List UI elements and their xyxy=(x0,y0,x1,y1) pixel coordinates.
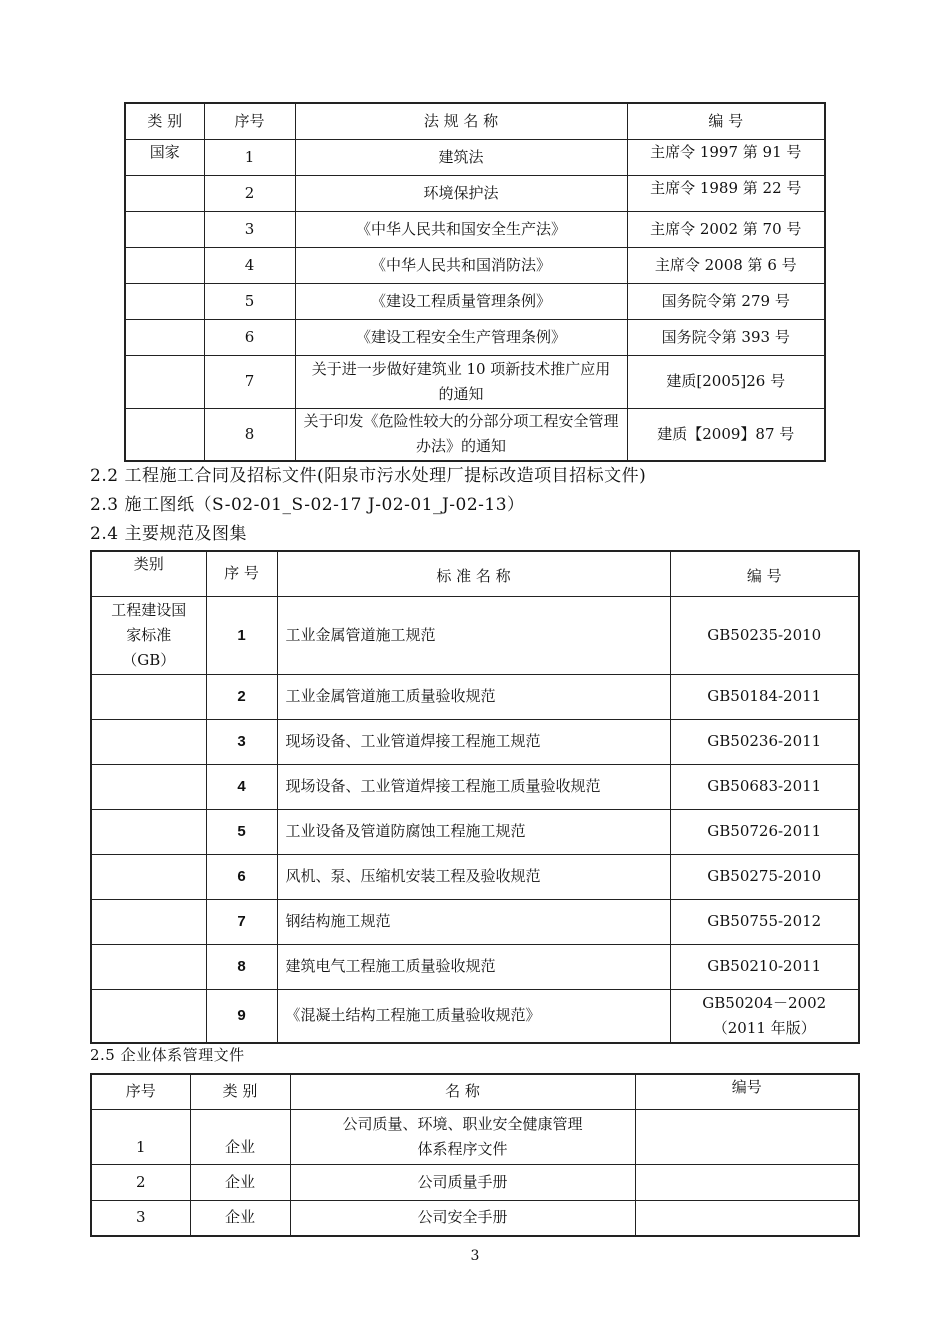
cell-category xyxy=(91,764,206,809)
table-row xyxy=(125,211,825,247)
header-category: 类别 xyxy=(91,551,206,596)
table-header-row xyxy=(125,103,825,139)
cell-category xyxy=(91,674,206,719)
cell-code: GB50235-2010 xyxy=(670,596,859,674)
table-header-row xyxy=(91,1074,859,1109)
cell-category xyxy=(125,355,204,408)
cell-code: 国务院令第 393 号 xyxy=(627,319,825,355)
cell-name: 工业设备及管道防腐蚀工程施工规范 xyxy=(277,809,670,854)
cell-category xyxy=(91,944,206,989)
cell-name: 《中华人民共和国消防法》 xyxy=(295,247,627,283)
cell-code: 建质[2005]26 号 xyxy=(627,355,825,408)
cell-category: 工程建设国家标准（GB） xyxy=(91,596,206,674)
header-name: 标 准 名 称 xyxy=(277,551,670,596)
cell-number: 5 xyxy=(206,809,277,854)
cell-name: 《混凝土结构工程施工质量验收规范》 xyxy=(277,989,670,1043)
cell-name: 《建设工程安全生产管理条例》 xyxy=(295,319,627,355)
cell-name: 公司安全手册 xyxy=(290,1200,635,1236)
cell-category xyxy=(91,989,206,1043)
table-row xyxy=(91,989,859,1043)
table-row xyxy=(125,139,825,175)
table-row xyxy=(91,899,859,944)
table-row xyxy=(91,719,859,764)
cell-code: GB50726-2011 xyxy=(670,809,859,854)
cell-category: 企业 xyxy=(190,1109,290,1164)
cell-code: GB50210-2011 xyxy=(670,944,859,989)
header-code: 编 号 xyxy=(627,103,825,139)
table-row xyxy=(91,764,859,809)
cell-code: GB50184-2011 xyxy=(670,674,859,719)
cell-category xyxy=(91,899,206,944)
cell-number: 1 xyxy=(91,1109,190,1164)
cell-number: 4 xyxy=(206,764,277,809)
cell-number: 3 xyxy=(206,719,277,764)
cell-category xyxy=(125,211,204,247)
cell-number: 7 xyxy=(204,355,295,408)
header-number: 序号 xyxy=(204,103,295,139)
header-code: 编 号 xyxy=(670,551,859,596)
cell-number: 8 xyxy=(204,408,295,461)
regulations-table xyxy=(124,102,826,462)
cell-number: 1 xyxy=(204,139,295,175)
header-code: 编号 xyxy=(635,1074,859,1109)
cell-code: GB50204－2002（2011 年版） xyxy=(670,989,859,1043)
table-header-row xyxy=(91,551,859,596)
cell-category xyxy=(125,408,204,461)
cell-category xyxy=(125,247,204,283)
header-name: 法 规 名 称 xyxy=(295,103,627,139)
header-category: 类 别 xyxy=(125,103,204,139)
cell-code: 主席令 2002 第 70 号 xyxy=(627,211,825,247)
cell-name: 公司质量手册 xyxy=(290,1164,635,1200)
cell-code: GB50236-2011 xyxy=(670,719,859,764)
table-row xyxy=(125,175,825,211)
cell-name: 钢结构施工规范 xyxy=(277,899,670,944)
section-heading-2-2: 2.2 工程施工合同及招标文件(阳泉市污水处理厂提标改造项目招标文件) xyxy=(90,466,647,486)
cell-name: 环境保护法 xyxy=(295,175,627,211)
cell-number: 1 xyxy=(206,596,277,674)
standards-table xyxy=(90,550,860,1044)
cell-number: 9 xyxy=(206,989,277,1043)
cell-code: GB50683-2011 xyxy=(670,764,859,809)
table-row xyxy=(125,247,825,283)
cell-number: 2 xyxy=(204,175,295,211)
cell-name: 现场设备、工业管道焊接工程施工规范 xyxy=(277,719,670,764)
table-row xyxy=(125,355,825,408)
cell-number: 8 xyxy=(206,944,277,989)
cell-name: 《建设工程质量管理条例》 xyxy=(295,283,627,319)
header-number: 序号 xyxy=(91,1074,190,1109)
table-row xyxy=(91,596,859,674)
section-heading-2-3: 2.3 施工图纸（S-02-01_S-02-17 J-02-01_J-02-13） xyxy=(90,495,525,515)
cell-name: 关于印发《危险性较大的分部分项工程安全管理办法》的通知 xyxy=(295,408,627,461)
cell-category: 国家 xyxy=(125,139,204,175)
cell-number: 3 xyxy=(91,1200,190,1236)
cell-category: 企业 xyxy=(190,1164,290,1200)
cell-number: 2 xyxy=(91,1164,190,1200)
header-category: 类 别 xyxy=(190,1074,290,1109)
cell-name: 建筑法 xyxy=(295,139,627,175)
cell-number: 6 xyxy=(204,319,295,355)
cell-code: 国务院令第 279 号 xyxy=(627,283,825,319)
cell-name: 《中华人民共和国安全生产法》 xyxy=(295,211,627,247)
cell-code xyxy=(635,1200,859,1236)
cell-code: 主席令 1997 第 91 号 xyxy=(627,139,825,175)
table-row xyxy=(91,944,859,989)
cell-number: 6 xyxy=(206,854,277,899)
section-heading-2-4: 2.4 主要规范及图集 xyxy=(90,524,247,544)
cell-code: 主席令 1989 第 22 号 xyxy=(627,175,825,211)
table-row xyxy=(125,283,825,319)
table-row xyxy=(91,1200,859,1236)
table-row xyxy=(125,408,825,461)
cell-name: 建筑电气工程施工质量验收规范 xyxy=(277,944,670,989)
table-row xyxy=(91,1164,859,1200)
cell-number: 2 xyxy=(206,674,277,719)
cell-name: 公司质量、环境、职业安全健康管理体系程序文件 xyxy=(290,1109,635,1164)
cell-category xyxy=(91,809,206,854)
cell-name: 工业金属管道施工质量验收规范 xyxy=(277,674,670,719)
table-row xyxy=(91,854,859,899)
cell-code: GB50755-2012 xyxy=(670,899,859,944)
cell-code: 主席令 2008 第 6 号 xyxy=(627,247,825,283)
cell-name: 关于进一步做好建筑业 10 项新技术推广应用的通知 xyxy=(295,355,627,408)
enterprise-documents-table xyxy=(90,1073,860,1237)
cell-code: GB50275-2010 xyxy=(670,854,859,899)
table-row xyxy=(91,1109,859,1164)
cell-name: 现场设备、工业管道焊接工程施工质量验收规范 xyxy=(277,764,670,809)
cell-number: 3 xyxy=(204,211,295,247)
cell-number: 4 xyxy=(204,247,295,283)
cell-code: 建质【2009】87 号 xyxy=(627,408,825,461)
table-row xyxy=(125,319,825,355)
cell-category xyxy=(125,319,204,355)
table-row xyxy=(91,809,859,854)
cell-category xyxy=(91,854,206,899)
header-name: 名 称 xyxy=(290,1074,635,1109)
cell-name: 工业金属管道施工规范 xyxy=(277,596,670,674)
cell-category: 企业 xyxy=(190,1200,290,1236)
cell-number: 5 xyxy=(204,283,295,319)
cell-code xyxy=(635,1164,859,1200)
cell-category xyxy=(125,283,204,319)
cell-code xyxy=(635,1109,859,1164)
table-row xyxy=(91,674,859,719)
header-number: 序 号 xyxy=(206,551,277,596)
cell-category xyxy=(125,175,204,211)
cell-category xyxy=(91,719,206,764)
cell-name: 风机、泵、压缩机安装工程及验收规范 xyxy=(277,854,670,899)
section-heading-2-5: 2.5 企业体系管理文件 xyxy=(90,1046,245,1064)
page-number: 3 xyxy=(470,1248,480,1264)
cell-number: 7 xyxy=(206,899,277,944)
